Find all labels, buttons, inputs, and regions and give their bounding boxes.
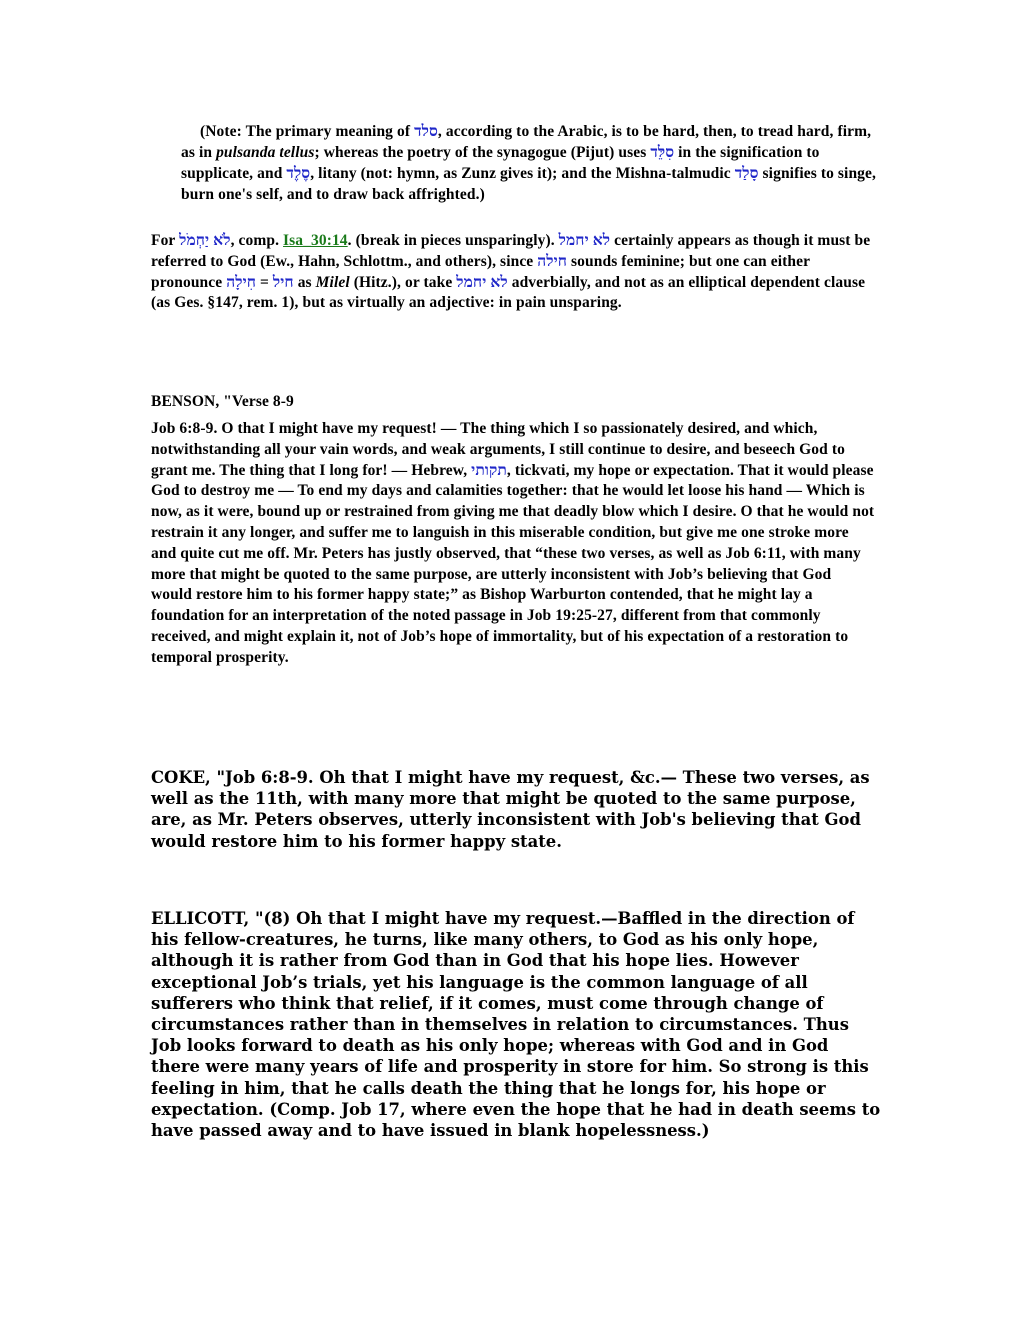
hebrew-word: סלד: [414, 123, 438, 140]
para-text: For: [151, 232, 180, 249]
hebrew-word: תקותי: [471, 461, 507, 479]
hebrew-word: חִילָה: [226, 273, 257, 291]
note-text: , according to the Arabic, is to be hard, then, to tread hard, firm, as in: [181, 123, 872, 161]
note-text: signifies to singe, burn one's self, and to draw back affrighted.): [181, 165, 876, 203]
para-text: sounds feminine; but one can either pronounce: [151, 252, 810, 291]
note-paragraph: [181, 121, 881, 205]
benson-paragraph: [151, 419, 876, 669]
hebrew-word: חילה: [537, 252, 568, 270]
hebrew-word: לא יחמל: [558, 232, 611, 249]
para-text: Job 6:8-9. O that I might have my request! — The thing which I so passionately desired, and which, notwithstanding all your vain words, and weak arguments, I still continue to desire, and beseech God to grant me. The thing that I long for! — Hebrew,: [151, 420, 845, 479]
scripture-link[interactable]: Isa_30:14: [283, 232, 348, 249]
note-text: in the signification to supplicate, and: [181, 144, 820, 182]
para-text: as: [293, 273, 316, 291]
italic-term: Milel: [315, 273, 350, 291]
para-text: certainly appears as though it must be referred to God (Ew., Hahn, Schlottm., and others), since: [151, 232, 871, 270]
hebrew-word: לא יחמל: [456, 273, 508, 291]
coke-paragraph: COKE, "Job 6:8-9. Oh that I might have my request, &c.— These two verses, as well as the 11th, with many more that might be quoted to the same purpose, are, as Mr. Peters observes, utterly inconsistent with Job's believing that God would restore him to his former happy state.: [151, 768, 870, 851]
para-text: adverbially, and not as an elliptical dependent clause (as Ges. §147, rem. 1), but as virtually an adjective: in pain unsparing.: [151, 273, 866, 312]
latin-phrase: pulsanda tellus: [216, 144, 315, 161]
note-text: (Note: The primary meaning of: [200, 123, 415, 140]
note-text: , litany (not: hymn, as Zunz gives it); and the Mishna-talmudic: [310, 165, 735, 182]
hebrew-word: חיל: [272, 273, 294, 291]
for-paragraph: [151, 231, 876, 314]
para-text: , tickvati, my hope or expectation. That it would please God to destroy me — To end my days and calamities together: that he would let loose his hand — Which is now, as it were, bound up or restrained from giving me that deadly blow which I desire. O that he would not restrain it any longer, and suffer me to languish in this miserable condition, but give me one stroke more and quite cut me off. Mr. Peters has justly observed, that “these two verses, as well as Job 6:11, with many more that might be quoted to the same purpose, are utterly inconsistent with Job’s believing that God would restore him to his former happy state;” as Bishop Warburton contended, that he might lay a foundation for an interpretation of the noted passage in Job 19:25-27, different from that commonly received, and might explain it, not of Job’s hope of immortality, but of his expectation of a restoration to temporal prosperity.: [151, 461, 875, 666]
hebrew-word: סָלַד: [734, 165, 759, 182]
hebrew-word: סִלֵּד: [650, 144, 675, 161]
para-text: (Hitz.), or take: [349, 273, 457, 291]
hebrew-word: סֶלֶד: [286, 165, 311, 182]
benson-heading: BENSON, "Verse 8-9: [151, 393, 294, 410]
para-text: =: [256, 273, 273, 291]
hebrew-word: לֹא יַחְמֹל: [179, 232, 231, 249]
note-text: ; whereas the poetry of the synagogue (Pijut) uses: [314, 144, 651, 161]
ellicott-paragraph: ELLICOTT, "(8) Oh that I might have my request.—Baffled in the direction of his fellow-creatures, he turns, like many others, to God as his only hope, although it is rather from God than in God that his hope lies. However exceptional Job’s trials, yet his language is the common language of all sufferers who think that relief, if it comes, must come through change of circumstances rather than in themselves in relation to circumstances. Thus Job looks forward to death as his only hope; whereas with God and in God there were many years of life and prosperity in store for him. So strong is this feeling in him, that he calls death the thing that he longs for, his hope or expectation. (Comp. Job 17, where even the hope that he had in death seems to have passed away and to have issued in blank hopelessness.): [151, 909, 881, 1141]
para-text: , comp.: [230, 232, 284, 249]
para-text: . (break in pieces unsparingly).: [347, 232, 559, 249]
